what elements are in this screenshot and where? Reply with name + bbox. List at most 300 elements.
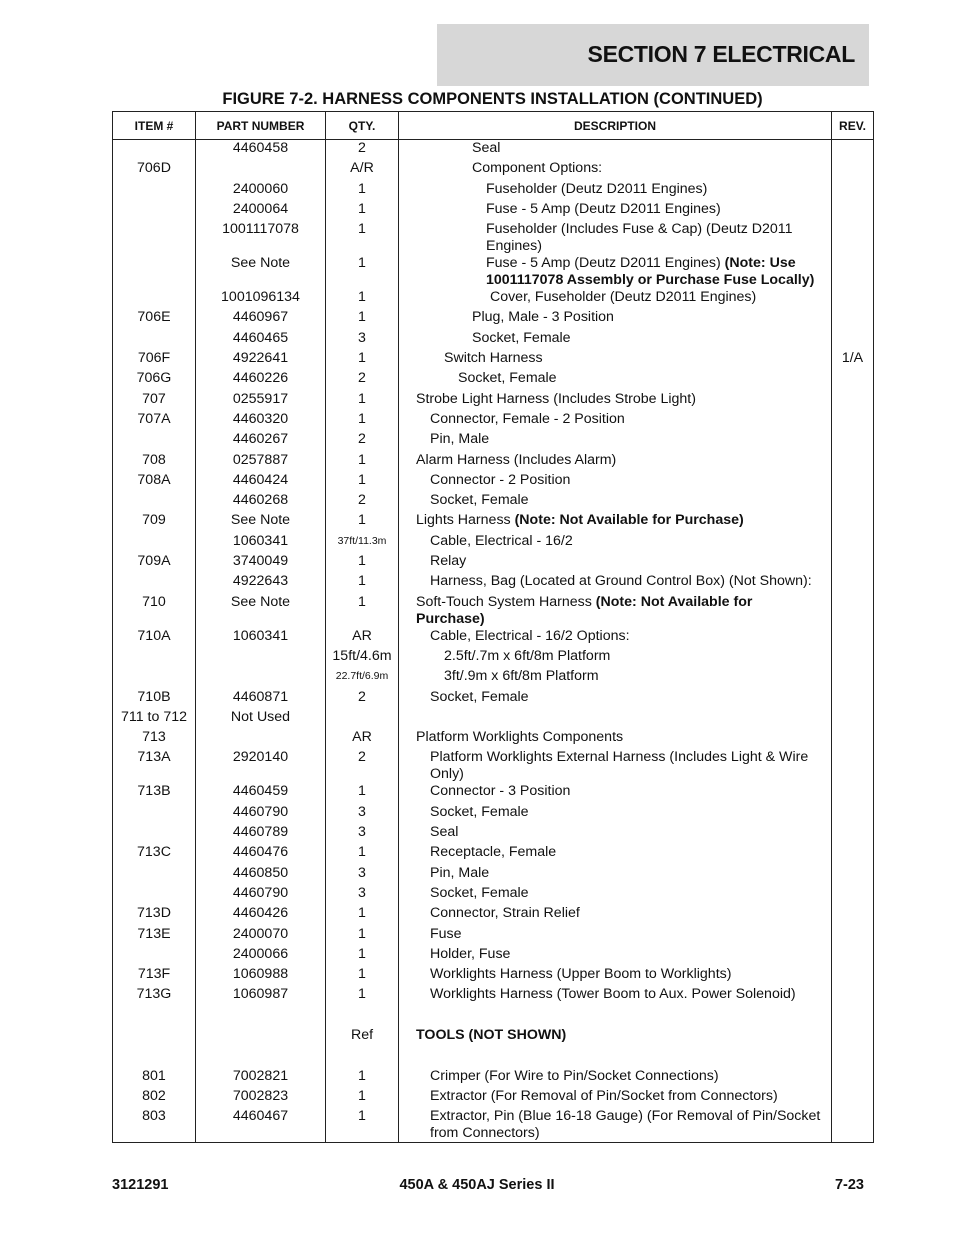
description-text: Alarm Harness (Includes Alarm) bbox=[416, 451, 617, 468]
revision-cell bbox=[832, 946, 874, 966]
part-number-cell: 4460426 bbox=[196, 905, 326, 925]
revision-cell bbox=[832, 1027, 874, 1047]
revision-cell bbox=[832, 411, 874, 431]
table-row bbox=[113, 865, 874, 885]
description-text: Cable, Electrical - 16/2 Options: bbox=[430, 627, 630, 644]
description-text: Crimper (For Wire to Pin/Socket Connections) bbox=[430, 1067, 719, 1084]
quantity-cell: 3 bbox=[326, 824, 399, 844]
item-number-cell bbox=[113, 492, 196, 512]
item-number-cell bbox=[113, 1007, 196, 1027]
description-text: Cover, Fuseholder (Deutz D2011 Engines) bbox=[486, 289, 757, 306]
description-text: Relay bbox=[430, 553, 467, 570]
description-text: Fuse bbox=[430, 925, 462, 942]
table-row bbox=[113, 1108, 874, 1143]
item-number-cell bbox=[113, 221, 196, 255]
part-number-cell: 2400064 bbox=[196, 201, 326, 221]
part-number-cell: 4460871 bbox=[196, 689, 326, 709]
revision-cell bbox=[832, 255, 874, 289]
description-text: Lights Harness bbox=[416, 512, 515, 529]
description-text: Switch Harness bbox=[444, 350, 543, 367]
footer-page-number: 7-23 bbox=[834, 1177, 864, 1193]
description-text: Receptacle, Female bbox=[430, 844, 557, 861]
description-text: Fuseholder (Includes Fuse & Cap) (Deutz D2011 Engines) bbox=[486, 221, 797, 255]
revision-cell bbox=[832, 749, 874, 783]
table-row bbox=[113, 512, 874, 532]
description-cell bbox=[399, 472, 832, 492]
item-number-cell: 713B bbox=[113, 783, 196, 803]
description-cell bbox=[399, 553, 832, 573]
section-title: SECTION 7 ELECTRICAL bbox=[587, 41, 855, 67]
quantity-cell: 37ft/11.3m bbox=[326, 533, 399, 553]
quantity-cell: 1 bbox=[326, 946, 399, 966]
table-row bbox=[113, 201, 874, 221]
revision-cell bbox=[832, 181, 874, 201]
description-text: Connector, Strain Relief bbox=[430, 905, 580, 922]
item-number-cell: 707 bbox=[113, 391, 196, 411]
part-number-cell: 4460467 bbox=[196, 1108, 326, 1143]
table-row bbox=[113, 594, 874, 628]
item-number-cell bbox=[113, 140, 196, 161]
description-text: Socket, Female bbox=[430, 884, 529, 901]
revision-cell bbox=[832, 512, 874, 532]
revision-cell bbox=[832, 431, 874, 451]
part-number-cell: See Note bbox=[196, 512, 326, 532]
item-number-cell: 713D bbox=[113, 905, 196, 925]
description-cell bbox=[399, 804, 832, 824]
quantity-cell: 1 bbox=[326, 181, 399, 201]
description-cell bbox=[399, 221, 832, 255]
description-cell bbox=[399, 289, 832, 309]
part-number-cell: 7002823 bbox=[196, 1088, 326, 1108]
description-cell bbox=[399, 865, 832, 885]
table-header-row bbox=[113, 112, 874, 140]
description-cell bbox=[399, 391, 832, 411]
part-number-cell: 1001117078 bbox=[196, 221, 326, 255]
table-row bbox=[113, 1027, 874, 1047]
quantity-cell: 1 bbox=[326, 1068, 399, 1088]
item-number-cell: 706F bbox=[113, 350, 196, 370]
table-row bbox=[113, 533, 874, 553]
description-cell bbox=[399, 350, 832, 370]
section-header-box bbox=[437, 24, 869, 86]
description-cell bbox=[399, 1027, 832, 1047]
description-text: Seal bbox=[430, 824, 459, 841]
quantity-cell: 1 bbox=[326, 221, 399, 255]
description-cell bbox=[399, 1088, 832, 1108]
part-number-cell: 4460459 bbox=[196, 783, 326, 803]
table-row bbox=[113, 573, 874, 593]
item-number-cell bbox=[113, 946, 196, 966]
revision-cell bbox=[832, 729, 874, 749]
description-note: (Note: Not Available for Purchase) bbox=[514, 512, 744, 529]
description-text: Connector - 2 Position bbox=[430, 471, 571, 488]
description-text: Fuseholder (Deutz D2011 Engines) bbox=[486, 180, 708, 197]
item-number-cell bbox=[113, 865, 196, 885]
description-text: Worklights Harness (Tower Boom to Aux. Power Solenoid) bbox=[430, 986, 796, 1003]
item-number-cell bbox=[113, 1027, 196, 1047]
table-row bbox=[113, 492, 874, 512]
item-number-cell bbox=[113, 1047, 196, 1067]
part-number-cell: 4460790 bbox=[196, 885, 326, 905]
description-cell bbox=[399, 201, 832, 221]
quantity-cell: 1 bbox=[326, 452, 399, 472]
description-cell bbox=[399, 628, 832, 648]
quantity-cell: A/R bbox=[326, 160, 399, 180]
table-row bbox=[113, 1007, 874, 1027]
table-row bbox=[113, 160, 874, 180]
quantity-cell: 1 bbox=[326, 391, 399, 411]
part-number-cell: 2400070 bbox=[196, 926, 326, 946]
table-row bbox=[113, 350, 874, 370]
description-text: Fuse - 5 Amp (Deutz D2011 Engines) bbox=[486, 255, 725, 272]
description-cell bbox=[399, 729, 832, 749]
quantity-cell: 22.7ft/6.9m bbox=[326, 668, 399, 688]
column-header-rev: REV. bbox=[832, 112, 874, 140]
quantity-cell: 3 bbox=[326, 330, 399, 350]
revision-cell bbox=[832, 472, 874, 492]
table-row bbox=[113, 1088, 874, 1108]
part-number-cell: 4460789 bbox=[196, 824, 326, 844]
description-text: 3ft/.9m x 6ft/8m Platform bbox=[444, 668, 599, 685]
footer-document-number: 3121291 bbox=[112, 1177, 169, 1193]
table-row bbox=[113, 749, 874, 783]
revision-cell: 1/A bbox=[832, 350, 874, 370]
part-number-cell: 4460424 bbox=[196, 472, 326, 492]
item-number-cell: 709A bbox=[113, 553, 196, 573]
item-number-cell bbox=[113, 289, 196, 309]
description-cell bbox=[399, 160, 832, 180]
table-row bbox=[113, 729, 874, 749]
description-text: Component Options: bbox=[472, 160, 603, 177]
description-cell bbox=[399, 1007, 832, 1027]
description-cell bbox=[399, 594, 832, 628]
quantity-cell: 1 bbox=[326, 926, 399, 946]
table-row bbox=[113, 431, 874, 451]
part-number-cell: 2400060 bbox=[196, 181, 326, 201]
part-number-cell: 4460465 bbox=[196, 330, 326, 350]
revision-cell bbox=[832, 492, 874, 512]
table-row bbox=[113, 668, 874, 688]
item-number-cell: 713C bbox=[113, 844, 196, 864]
quantity-cell: 1 bbox=[326, 472, 399, 492]
quantity-cell: 1 bbox=[326, 289, 399, 309]
quantity-cell: 1 bbox=[326, 986, 399, 1006]
quantity-cell: 1 bbox=[326, 966, 399, 986]
description-cell bbox=[399, 709, 832, 729]
quantity-cell: 2 bbox=[326, 140, 399, 161]
item-number-cell: 709 bbox=[113, 512, 196, 532]
table-row bbox=[113, 411, 874, 431]
table-row bbox=[113, 1047, 874, 1067]
item-number-cell: 713F bbox=[113, 966, 196, 986]
table-row bbox=[113, 844, 874, 864]
item-number-cell bbox=[113, 668, 196, 688]
part-number-cell: 4460267 bbox=[196, 431, 326, 451]
revision-cell bbox=[832, 201, 874, 221]
quantity-cell: 3 bbox=[326, 804, 399, 824]
item-number-cell bbox=[113, 573, 196, 593]
description-cell bbox=[399, 573, 832, 593]
description-text: Platform Worklights Components bbox=[416, 729, 624, 746]
quantity-cell: 1 bbox=[326, 844, 399, 864]
item-number-cell bbox=[113, 648, 196, 668]
revision-cell bbox=[832, 668, 874, 688]
revision-cell bbox=[832, 648, 874, 668]
revision-cell bbox=[832, 1108, 874, 1143]
table-row bbox=[113, 905, 874, 925]
description-cell bbox=[399, 431, 832, 451]
quantity-cell: 1 bbox=[326, 1108, 399, 1143]
revision-cell bbox=[832, 689, 874, 709]
description-cell bbox=[399, 668, 832, 688]
revision-cell bbox=[832, 804, 874, 824]
part-number-cell: 0257887 bbox=[196, 452, 326, 472]
item-number-cell: 708A bbox=[113, 472, 196, 492]
description-cell bbox=[399, 966, 832, 986]
quantity-cell: 2 bbox=[326, 749, 399, 783]
part-number-cell: 4460268 bbox=[196, 492, 326, 512]
description-text: Holder, Fuse bbox=[430, 945, 511, 962]
revision-cell bbox=[832, 1047, 874, 1067]
item-number-cell: 713G bbox=[113, 986, 196, 1006]
description-cell bbox=[399, 370, 832, 390]
quantity-cell: 1 bbox=[326, 512, 399, 532]
quantity-cell: 1 bbox=[326, 255, 399, 289]
item-number-cell bbox=[113, 804, 196, 824]
quantity-cell: Ref bbox=[326, 1027, 399, 1047]
item-number-cell bbox=[113, 533, 196, 553]
table-row bbox=[113, 289, 874, 309]
description-text: Extractor, Pin (Blue 16-18 Gauge) (For Removal of Pin/Socket from Connectors) bbox=[430, 1108, 825, 1142]
part-number-cell: 2920140 bbox=[196, 749, 326, 783]
description-text: Worklights Harness (Upper Boom to Worklights) bbox=[430, 966, 732, 983]
table-row bbox=[113, 553, 874, 573]
revision-cell bbox=[832, 309, 874, 329]
description-cell bbox=[399, 648, 832, 668]
description-text: Plug, Male - 3 Position bbox=[472, 309, 614, 326]
description-cell bbox=[399, 533, 832, 553]
description-cell bbox=[399, 309, 832, 329]
quantity-cell: 1 bbox=[326, 350, 399, 370]
description-text: Soft-Touch System Harness bbox=[416, 593, 596, 610]
revision-cell bbox=[832, 533, 874, 553]
quantity-cell: 2 bbox=[326, 431, 399, 451]
item-number-cell bbox=[113, 431, 196, 451]
quantity-cell: 1 bbox=[326, 573, 399, 593]
table-row bbox=[113, 966, 874, 986]
part-number-cell bbox=[196, 1007, 326, 1027]
description-cell bbox=[399, 492, 832, 512]
table-row bbox=[113, 824, 874, 844]
description-note: TOOLS (NOT SHOWN) bbox=[416, 1026, 567, 1043]
part-number-cell: 1001096134 bbox=[196, 289, 326, 309]
revision-cell bbox=[832, 865, 874, 885]
item-number-cell bbox=[113, 885, 196, 905]
revision-cell bbox=[832, 905, 874, 925]
table-row bbox=[113, 181, 874, 201]
part-number-cell: 1060341 bbox=[196, 533, 326, 553]
item-number-cell: 706G bbox=[113, 370, 196, 390]
table-row bbox=[113, 926, 874, 946]
part-number-cell bbox=[196, 668, 326, 688]
revision-cell bbox=[832, 221, 874, 255]
revision-cell bbox=[832, 140, 874, 161]
table-row bbox=[113, 370, 874, 390]
revision-cell bbox=[832, 330, 874, 350]
part-number-cell bbox=[196, 1047, 326, 1067]
description-cell bbox=[399, 926, 832, 946]
revision-cell bbox=[832, 628, 874, 648]
description-text: Socket, Female bbox=[430, 492, 529, 509]
revision-cell bbox=[832, 824, 874, 844]
table-row bbox=[113, 689, 874, 709]
part-number-cell bbox=[196, 160, 326, 180]
description-text: Cable, Electrical - 16/2 bbox=[430, 532, 573, 549]
table-row bbox=[113, 804, 874, 824]
item-number-cell: 710A bbox=[113, 628, 196, 648]
description-text: Connector, Female - 2 Position bbox=[430, 410, 625, 427]
part-number-cell: 4460967 bbox=[196, 309, 326, 329]
description-cell bbox=[399, 783, 832, 803]
revision-cell bbox=[832, 1068, 874, 1088]
quantity-cell bbox=[326, 1007, 399, 1027]
table-row bbox=[113, 628, 874, 648]
description-text: Socket, Female bbox=[458, 370, 557, 387]
part-number-cell: Not Used bbox=[196, 709, 326, 729]
description-cell bbox=[399, 844, 832, 864]
part-number-cell: 4460458 bbox=[196, 140, 326, 161]
table-row bbox=[113, 472, 874, 492]
part-number-cell: 1060341 bbox=[196, 628, 326, 648]
quantity-cell: 1 bbox=[326, 309, 399, 329]
item-number-cell: 713E bbox=[113, 926, 196, 946]
item-number-cell: 706D bbox=[113, 160, 196, 180]
table-row bbox=[113, 221, 874, 255]
item-number-cell: 803 bbox=[113, 1108, 196, 1143]
parts-table bbox=[112, 111, 874, 1143]
description-cell bbox=[399, 512, 832, 532]
description-cell bbox=[399, 452, 832, 472]
description-text: Connector - 3 Position bbox=[430, 783, 571, 800]
revision-cell bbox=[832, 986, 874, 1006]
description-cell bbox=[399, 986, 832, 1006]
part-number-cell: 1060987 bbox=[196, 986, 326, 1006]
description-text: Socket, Female bbox=[430, 803, 529, 820]
quantity-cell bbox=[326, 709, 399, 729]
revision-cell bbox=[832, 844, 874, 864]
description-cell bbox=[399, 255, 832, 289]
description-cell bbox=[399, 824, 832, 844]
part-number-cell: 0255917 bbox=[196, 391, 326, 411]
column-header-description: DESCRIPTION bbox=[399, 112, 832, 140]
description-text: Harness, Bag (Located at Ground Control Box) (Not Shown): bbox=[430, 573, 812, 590]
footer-model: 450A & 450AJ Series II bbox=[399, 1177, 555, 1193]
table-row bbox=[113, 452, 874, 472]
revision-cell bbox=[832, 573, 874, 593]
description-cell bbox=[399, 330, 832, 350]
item-number-cell bbox=[113, 255, 196, 289]
table-row bbox=[113, 783, 874, 803]
quantity-cell: AR bbox=[326, 729, 399, 749]
revision-cell bbox=[832, 1007, 874, 1027]
description-text: Strobe Light Harness (Includes Strobe Light) bbox=[416, 390, 696, 407]
item-number-cell: 706E bbox=[113, 309, 196, 329]
quantity-cell bbox=[326, 1047, 399, 1067]
quantity-cell: 2 bbox=[326, 370, 399, 390]
description-text: Seal bbox=[472, 140, 501, 156]
part-number-cell: See Note bbox=[196, 255, 326, 289]
part-number-cell bbox=[196, 648, 326, 668]
part-number-cell: 4460790 bbox=[196, 804, 326, 824]
table-row bbox=[113, 330, 874, 350]
description-note: (Note: Not Available for Purchase) bbox=[416, 593, 753, 627]
revision-cell bbox=[832, 370, 874, 390]
item-number-cell: 710 bbox=[113, 594, 196, 628]
revision-cell bbox=[832, 926, 874, 946]
part-number-cell: 4460476 bbox=[196, 844, 326, 864]
description-cell bbox=[399, 905, 832, 925]
table-row bbox=[113, 140, 874, 161]
description-text: Socket, Female bbox=[472, 329, 571, 346]
description-cell bbox=[399, 411, 832, 431]
item-number-cell: 707A bbox=[113, 411, 196, 431]
column-header-item: ITEM # bbox=[113, 112, 196, 140]
item-number-cell: 713A bbox=[113, 749, 196, 783]
item-number-cell: 708 bbox=[113, 452, 196, 472]
description-text: 2.5ft/.7m x 6ft/8m Platform bbox=[444, 647, 611, 664]
part-number-cell bbox=[196, 1027, 326, 1047]
description-cell bbox=[399, 946, 832, 966]
table-row bbox=[113, 946, 874, 966]
description-cell bbox=[399, 749, 832, 783]
description-text: Platform Worklights External Harness (Includes Light & Wire Only) bbox=[430, 749, 813, 783]
table-row bbox=[113, 885, 874, 905]
description-text: Socket, Female bbox=[430, 688, 529, 705]
table-row bbox=[113, 1068, 874, 1088]
table-row bbox=[113, 986, 874, 1006]
quantity-cell: 1 bbox=[326, 905, 399, 925]
part-number-cell: 3740049 bbox=[196, 553, 326, 573]
revision-cell bbox=[832, 452, 874, 472]
column-header-part-number: PART NUMBER bbox=[196, 112, 326, 140]
description-cell bbox=[399, 181, 832, 201]
revision-cell bbox=[832, 160, 874, 180]
description-cell bbox=[399, 1108, 832, 1143]
part-number-cell: 4460320 bbox=[196, 411, 326, 431]
description-cell bbox=[399, 1047, 832, 1067]
description-cell bbox=[399, 689, 832, 709]
part-number-cell: 4460226 bbox=[196, 370, 326, 390]
revision-cell bbox=[832, 594, 874, 628]
revision-cell bbox=[832, 709, 874, 729]
description-text: Pin, Male bbox=[430, 431, 490, 448]
part-number-cell: 7002821 bbox=[196, 1068, 326, 1088]
part-number-cell: 4460850 bbox=[196, 865, 326, 885]
description-cell bbox=[399, 140, 832, 161]
revision-cell bbox=[832, 289, 874, 309]
revision-cell bbox=[832, 553, 874, 573]
revision-cell bbox=[832, 1088, 874, 1108]
revision-cell bbox=[832, 391, 874, 411]
quantity-cell: 2 bbox=[326, 492, 399, 512]
column-header-qty: QTY. bbox=[326, 112, 399, 140]
quantity-cell: 2 bbox=[326, 689, 399, 709]
quantity-cell: 1 bbox=[326, 1088, 399, 1108]
part-number-cell: See Note bbox=[196, 594, 326, 628]
item-number-cell bbox=[113, 330, 196, 350]
revision-cell bbox=[832, 966, 874, 986]
item-number-cell bbox=[113, 201, 196, 221]
